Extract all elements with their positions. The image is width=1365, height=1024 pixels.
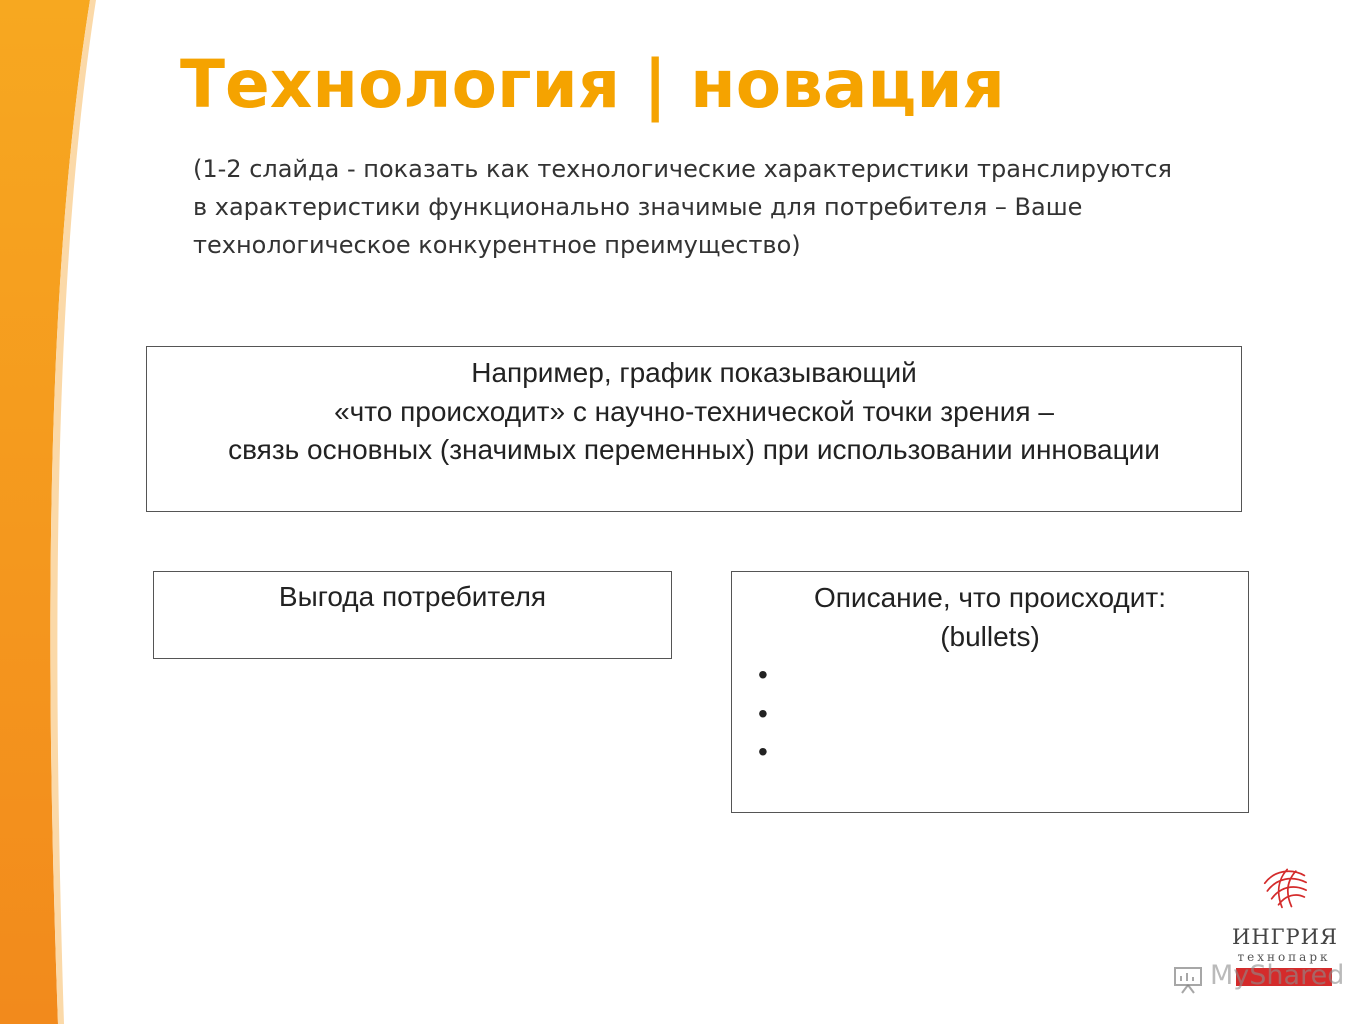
slide-title: Технология | новация xyxy=(180,46,1005,123)
subtitle-line: технологическое конкурентное преимущество) xyxy=(193,231,801,259)
example-line: «что происходит» с научно-технической точки зрения – xyxy=(334,395,1054,427)
example-line: Например, график показывающий xyxy=(471,357,917,388)
subtitle-line: (1-2 слайда - показать как технологические характеристики транслируются xyxy=(193,155,1172,183)
bullet-item xyxy=(732,695,1248,734)
bullet-item xyxy=(732,656,1248,695)
bullet-item xyxy=(732,733,1248,772)
ingria-swirl-icon xyxy=(1252,866,1318,922)
watermark-text: MyShared xyxy=(1210,960,1345,991)
example-line: связь основных (значимых переменных) при использовании инновации xyxy=(228,434,1160,465)
consumer-benefit-box xyxy=(153,571,672,659)
logo-name: ИНГРИЯ xyxy=(1232,925,1338,949)
consumer-benefit-label: Выгода потребителя xyxy=(278,581,547,612)
subtitle-line: в характеристики функционально значимые для потребителя – Ваше xyxy=(193,193,1083,221)
example-graph-box xyxy=(146,346,1242,512)
bullet-glyph: • xyxy=(758,697,768,729)
bullet-list xyxy=(732,656,1248,772)
description-heading: Описание, что происходит: xyxy=(813,582,1166,613)
bullet-glyph: • xyxy=(758,659,768,690)
description-hint: (bullets) xyxy=(940,620,1040,652)
logo-subtitle: технопарк xyxy=(1237,950,1331,964)
description-box xyxy=(731,571,1249,813)
orange-side-band xyxy=(0,0,110,1024)
slide-subtitle xyxy=(193,150,1233,264)
presentation-chart-icon xyxy=(1172,964,1204,994)
bullet-glyph: • xyxy=(758,736,768,767)
